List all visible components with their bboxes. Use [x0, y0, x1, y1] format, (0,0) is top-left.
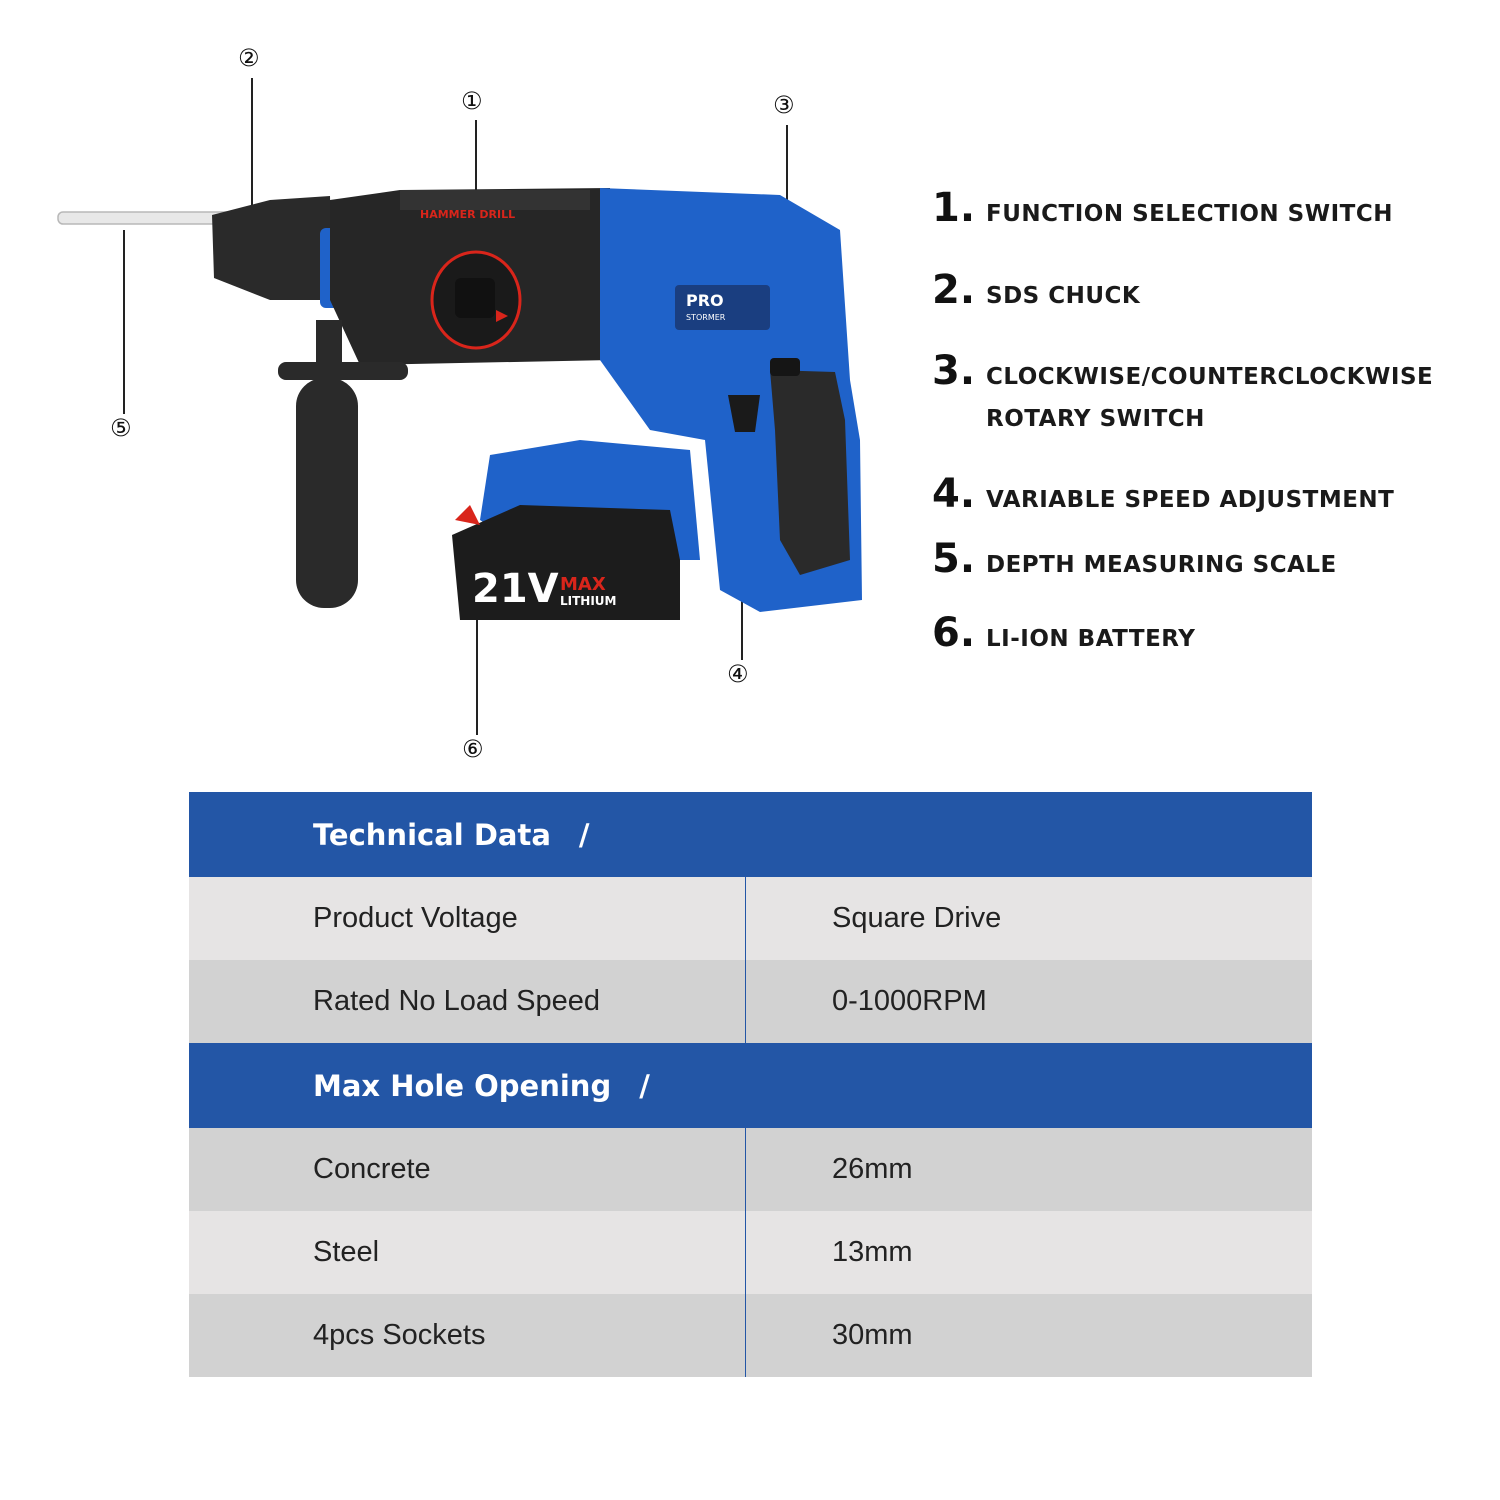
row-value: 26mm [832, 1153, 913, 1185]
technical-data-header [189, 792, 1312, 877]
row-value: 30mm [832, 1319, 913, 1351]
callout-6: ⑥ [462, 735, 484, 763]
callout-1: ① [461, 87, 483, 115]
side-handle-collar [278, 362, 408, 380]
row-label: 4pcs Sockets [189, 1294, 746, 1377]
feature-label: FUNCTION SELECTION SWITCH [986, 201, 1393, 227]
row-label: Steel [189, 1211, 746, 1294]
feature-item [932, 536, 1337, 586]
feature-item [932, 185, 1393, 235]
feature-number: 2. [932, 267, 976, 313]
row-label: Product Voltage [189, 877, 746, 960]
feature-label: LI-ION BATTERY [986, 626, 1196, 652]
technical-data-title: Technical Data [313, 817, 551, 852]
callout-4: ④ [727, 660, 749, 688]
max-hole-opening-header [189, 1043, 1312, 1128]
row-value: Square Drive [832, 902, 1002, 934]
feature-number: 1. [932, 185, 976, 231]
row-label: Rated No Load Speed [189, 960, 746, 1043]
feature-number: 6. [932, 610, 976, 656]
max-hole-opening-title: Max Hole Opening [313, 1068, 612, 1103]
row-value: 13mm [832, 1236, 913, 1268]
feature-label-line2: ROTARY SWITCH [986, 406, 1205, 432]
battery-max-text: MAX [560, 574, 606, 595]
spec-table [189, 792, 1312, 1377]
table-row [189, 1128, 1312, 1211]
sds-chuck [212, 196, 332, 300]
row-label: Concrete [189, 1128, 746, 1211]
table-row [189, 1211, 1312, 1294]
feature-item [932, 267, 1140, 317]
table-row [189, 877, 1312, 960]
feature-item [932, 610, 1195, 660]
side-handle-grip [296, 378, 358, 608]
hammer-drill-illustration [0, 0, 900, 780]
battery-voltage-text: 21V [472, 566, 559, 612]
battery-type-text: LITHIUM [560, 594, 617, 608]
feature-number: 3. [932, 348, 976, 394]
hammer-drill-text: HAMMER DRILL [420, 208, 516, 221]
table-row [189, 1294, 1312, 1377]
rotary-switch [770, 358, 800, 376]
feature-label: DEPTH MEASURING SCALE [986, 552, 1337, 578]
feature-label: VARIABLE SPEED ADJUSTMENT [986, 487, 1395, 513]
table-row [189, 960, 1312, 1043]
callout-3: ③ [773, 91, 795, 119]
feature-label-line1: CLOCKWISE/COUNTERCLOCKWISE [986, 364, 1434, 390]
brand-logo-bottom: STORMER [686, 313, 726, 322]
callout-5: ⑤ [110, 414, 132, 442]
header-slash: / [578, 817, 590, 852]
row-value: 0-1000RPM [832, 985, 987, 1017]
feature-number: 5. [932, 536, 976, 582]
feature-number: 4. [932, 471, 976, 517]
feature-label [986, 356, 1433, 440]
feature-label: SDS CHUCK [986, 283, 1141, 309]
header-slash: / [639, 1068, 650, 1103]
brand-logo-top: PRO [686, 291, 724, 310]
callout-2: ② [238, 44, 260, 72]
feature-item [932, 471, 1394, 521]
feature-item [932, 348, 1433, 440]
